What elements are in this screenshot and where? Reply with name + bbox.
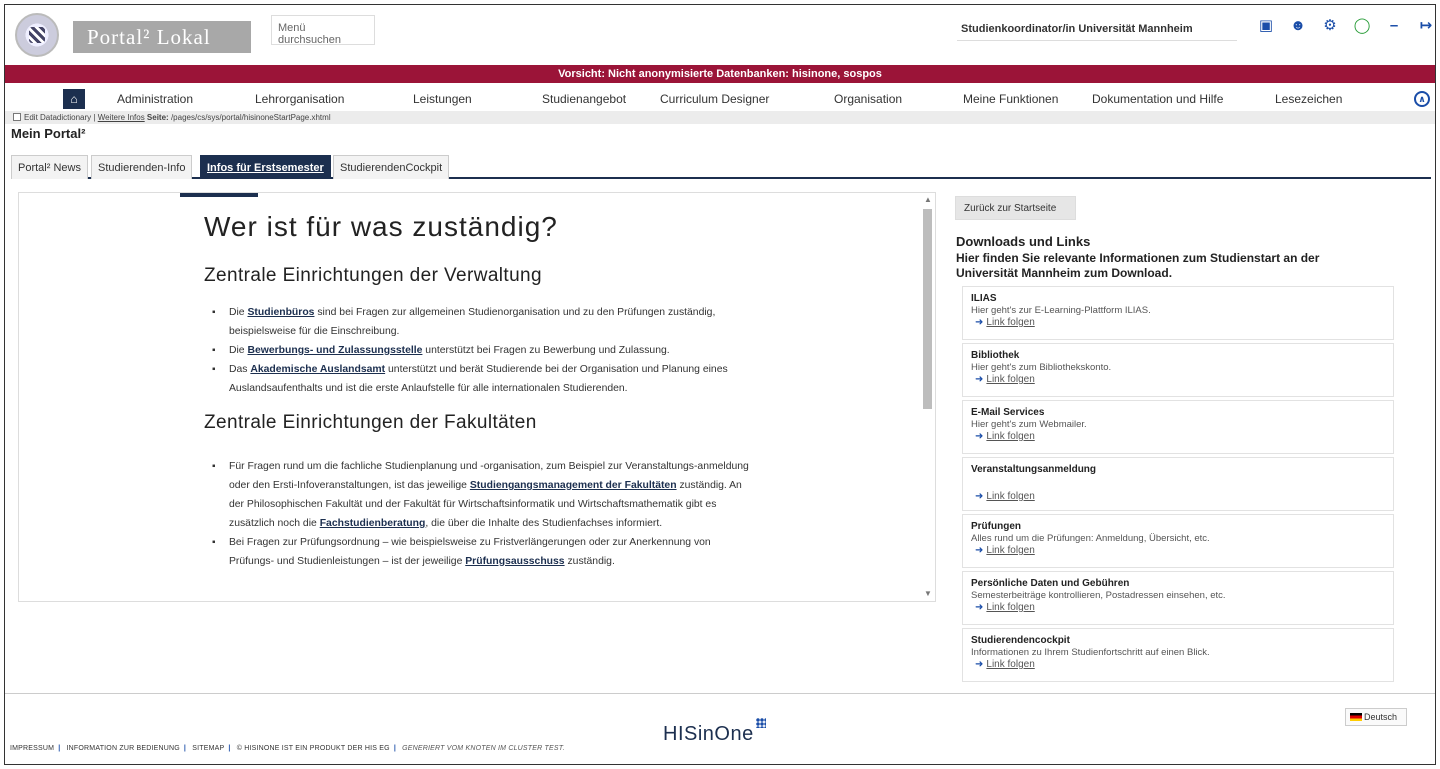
- id-card-icon[interactable]: ▣: [1258, 17, 1274, 34]
- german-flag-icon: [1350, 713, 1362, 721]
- link-card-email: [962, 400, 1394, 454]
- nav-item-lesezeichen[interactable]: Lesezeichen: [1275, 92, 1343, 106]
- section-heading-verwaltung: Zentrale Einrichtungen der Verwaltung: [204, 265, 542, 286]
- nav-item-dokumentation[interactable]: Dokumentation und Hilfe: [1092, 92, 1224, 106]
- list-item: ▪ Die Bewerbungs- und Zulassungsstelle unterstützt bei Fragen zu Bewerbung und Zulassung.: [212, 341, 752, 360]
- link-card-title: Bibliothek: [971, 350, 1020, 361]
- link-follow[interactable]: ➜ Link folgen: [975, 659, 1035, 670]
- nav-item-lehrorganisation[interactable]: Lehrorganisation: [255, 92, 345, 106]
- section-heading-fakultaeten: Zentrale Einrichtungen der Fakultäten: [204, 412, 537, 433]
- downloads-description: Hier finden Sie relevante Informationen zum Studienstart an der Universität Mannheim zum Download.: [956, 251, 1320, 280]
- link-follow[interactable]: ➜ Link folgen: [975, 374, 1035, 385]
- pruefungsausschuss-link[interactable]: Prüfungsausschuss: [465, 556, 565, 567]
- nav-item-leistungen[interactable]: Leistungen: [413, 92, 472, 106]
- home-icon[interactable]: ⌂: [63, 89, 85, 109]
- back-to-start-button[interactable]: Zurück zur Startseite: [955, 196, 1076, 220]
- role-selector[interactable]: Studienkoordinator/in Universität Mannheim: [957, 17, 1237, 41]
- footer-links: IMPRESSUM | INFORMATION ZUR BEDIENUNG | SITEMAP | © HISINONE IST EIN PRODUKT DER HIS EG | GENERIERT VOM KNOTEN IM CLUSTER TEST.: [10, 745, 565, 752]
- edit-datadictionary-checkbox[interactable]: [13, 113, 21, 121]
- link-card-desc: Hier geht's zum Bibliothekskonto.: [971, 362, 1112, 373]
- main-navigation: [5, 87, 1435, 111]
- scroll-up-icon[interactable]: ▲: [924, 195, 932, 204]
- footer-sitemap-link[interactable]: SITEMAP: [192, 745, 225, 752]
- link-card-desc: Alles rund um die Prüfungen: Anmeldung, Übersicht, etc.: [971, 533, 1210, 544]
- link-card-bibliothek: [962, 343, 1394, 397]
- footer-impressum-link[interactable]: IMPRESSUM: [10, 745, 55, 752]
- verwaltung-list: [212, 303, 752, 398]
- user-icon[interactable]: ☻: [1290, 17, 1306, 34]
- link-card-persoenliche-daten: [962, 571, 1394, 625]
- link-follow[interactable]: ➜ Link folgen: [975, 545, 1035, 556]
- database-warning-bar: Vorsicht: Nicht anonymisierte Datenbanken: hisinone, sospos: [5, 65, 1435, 83]
- tab-studierenden-cockpit[interactable]: StudierendenCockpit: [333, 155, 449, 179]
- tab-portal-news[interactable]: Portal² News: [11, 155, 88, 179]
- link-card-desc: Hier geht's zum Webmailer.: [971, 419, 1087, 430]
- ddbar-separator: |: [93, 113, 96, 122]
- chat-icon[interactable]: ◯: [1353, 17, 1371, 34]
- fakultaeten-list: [212, 457, 752, 571]
- link-follow[interactable]: ➜ Link folgen: [975, 317, 1035, 328]
- page-title: Mein Portal²: [11, 126, 86, 141]
- arrow-right-icon: ➜: [975, 317, 984, 328]
- nav-item-organisation[interactable]: Organisation: [834, 92, 903, 106]
- footer-copyright: © HISINONE IST EIN PRODUKT DER HIS EG: [236, 745, 390, 752]
- logout-icon[interactable]: ↦: [1419, 17, 1433, 34]
- link-card-title: Studierendencockpit: [971, 635, 1070, 646]
- logo-dots-icon: [756, 718, 766, 728]
- link-card-desc: Semesterbeiträge kontrollieren, Postadressen einsehen, etc.: [971, 590, 1226, 601]
- link-follow[interactable]: ➜ Link folgen: [975, 491, 1035, 502]
- portal-tabs: [11, 155, 1431, 179]
- link-card-title: Persönliche Daten und Gebühren: [971, 578, 1130, 589]
- link-card-ilias: [962, 286, 1394, 340]
- nav-item-studienangebot[interactable]: Studienangebot: [542, 92, 627, 106]
- auslandsamt-link[interactable]: Akademische Auslandsamt: [250, 364, 386, 375]
- link-card-title: ILIAS: [971, 293, 997, 304]
- link-card-title: Prüfungen: [971, 521, 1021, 532]
- scroll-thumb[interactable]: [923, 209, 932, 409]
- minimize-icon[interactable]: –: [1389, 17, 1399, 34]
- header-icon-bar: [1257, 17, 1435, 35]
- fachstudienberatung-link[interactable]: Fachstudienberatung: [319, 518, 426, 529]
- studienbueros-link[interactable]: Studienbüros: [247, 307, 315, 318]
- weitere-infos-link[interactable]: Weitere Infos: [97, 113, 145, 122]
- link-card-desc: Hier geht's zur E-Learning-Plattform ILIAS.: [971, 305, 1151, 316]
- link-card-title: E-Mail Services: [971, 407, 1045, 418]
- footer-bedienung-link[interactable]: INFORMATION ZUR BEDIENUNG: [66, 745, 180, 752]
- top-header: [5, 5, 1435, 63]
- link-card-desc: [971, 476, 1385, 490]
- menu-search-input[interactable]: Menü durchsuchen: [271, 15, 375, 45]
- portal-window: [4, 4, 1436, 765]
- edit-datadictionary-label: Edit Datadictionary: [24, 113, 92, 122]
- link-card-pruefungen: [962, 514, 1394, 568]
- datadictionary-bar: [5, 111, 1435, 124]
- footer-generated-note: GENERIERT VOM KNOTEN IM CLUSTER TEST.: [402, 745, 565, 752]
- arrow-right-icon: ➜: [975, 659, 984, 670]
- downloads-links-list: [962, 286, 1394, 685]
- arrow-right-icon: ➜: [975, 374, 984, 385]
- article-scrollbar[interactable]: [921, 193, 935, 601]
- link-follow[interactable]: ➜ Link folgen: [975, 431, 1035, 442]
- list-item: ▪ Für Fragen rund um die fachliche Studienplanung und -organisation, zum Beispiel zur Veranstaltungs-anmeldung oder den Ersti-Infoveranstaltungen, ist das jeweilige Studiengangsmanagement der Fakultäten zuständig. An der Philosophischen Fakultät und der Fakultät für Wirtschaftsinformatik und Wirtschaftsmathematik gibt es zusätzlich noch die Fachstudienberatung, die über die Inhalte des Studienfachses informiert.: [212, 457, 752, 533]
- link-card-veranstaltungsanmeldung: [962, 457, 1394, 511]
- page-path-label: Seite:: [146, 113, 169, 122]
- arrow-right-icon: ➜: [975, 602, 984, 613]
- arrow-right-icon: ➜: [975, 545, 984, 556]
- link-card-studierendencockpit: [962, 628, 1394, 682]
- title-accent-bar: [180, 193, 258, 197]
- tab-infos-erstsemester[interactable]: Infos für Erstsemester: [200, 155, 331, 179]
- page-path: /pages/cs/sys/portal/hisinoneStartPage.xhtml: [170, 113, 331, 122]
- university-seal-logo[interactable]: [15, 13, 59, 57]
- tab-studierenden-info[interactable]: Studierenden-Info: [91, 155, 192, 179]
- bewerbungsstelle-link[interactable]: Bewerbungs- und Zulassungsstelle: [247, 345, 423, 356]
- list-item: ▪ Das Akademische Auslandsamt unterstützt und berät Studierende bei der Organisation und Planung eines Auslandsaufenthalts und ist die erste Anlaufstelle für alle internationalen Studierenden.: [212, 360, 752, 398]
- downloads-title: Downloads und Links: [956, 234, 1091, 249]
- footer-divider: [5, 693, 1435, 694]
- arrow-right-icon: ➜: [975, 491, 984, 502]
- studiengangsmanagement-link[interactable]: Studiengangsmanagement der Fakultäten: [469, 480, 677, 491]
- list-item: ▪ Bei Fragen zur Prüfungsordnung – wie beispielsweise zu Fristverlängerungen oder zur Anerkennung von Prüfungs- und Studienleistungen – ist der jeweilige Prüfungsausschuss zuständig.: [212, 533, 752, 571]
- article-title: Wer ist für was zuständig?: [204, 211, 558, 242]
- link-follow[interactable]: ➜ Link folgen: [975, 602, 1035, 613]
- scroll-down-icon[interactable]: ▼: [924, 589, 932, 598]
- gear-icon[interactable]: ⚙: [1323, 17, 1337, 34]
- link-card-desc: Informationen zu Ihrem Studienfortschritt auf einen Blick.: [971, 647, 1210, 658]
- nav-item-curriculum-designer[interactable]: Curriculum Designer: [660, 92, 770, 106]
- list-item: ▪ Die Studienbüros sind bei Fragen zur allgemeinen Studienorganisation und zu den Prüfungen zuständig, beispielsweise für die Einschreibung.: [212, 303, 752, 341]
- hisinone-logo: HISinOne: [663, 718, 766, 746]
- arrow-right-icon: ➜: [975, 431, 984, 442]
- collapse-up-icon[interactable]: ∧: [1414, 91, 1430, 107]
- link-card-title: Veranstaltungsanmeldung: [971, 464, 1097, 475]
- portal-brand[interactable]: Portal² Lokal: [73, 21, 251, 53]
- nav-item-administration[interactable]: Administration: [117, 92, 194, 106]
- info-article: [18, 192, 936, 602]
- nav-item-meine-funktionen[interactable]: Meine Funktionen: [963, 92, 1059, 106]
- language-selector[interactable]: Deutsch: [1345, 708, 1407, 726]
